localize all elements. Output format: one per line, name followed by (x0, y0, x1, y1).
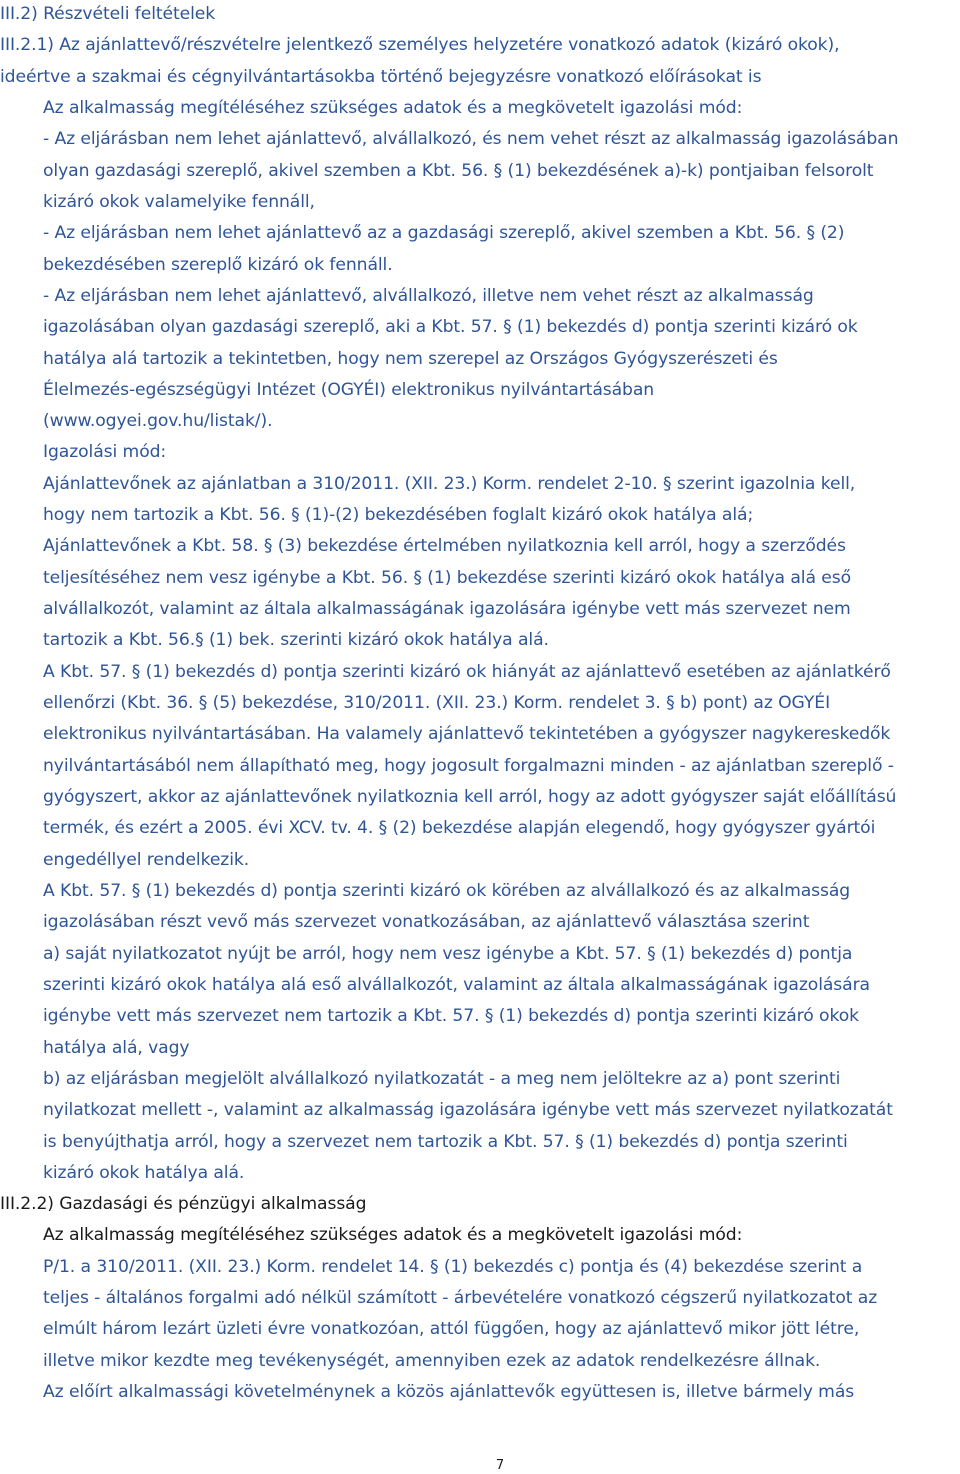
text-line: alvállalkozót, valamint az általa alkalmasságának igazolására igénybe vett más szervezet nem (43, 599, 851, 620)
text-line: tartozik a Kbt. 56.§ (1) bek. szerinti kizáró okok hatálya alá. (43, 630, 549, 651)
text-line: elmúlt három lezárt üzleti évre vonatkozóan, attól függően, hogy az ajánlattevő mikor jött létre, (43, 1319, 860, 1340)
text-line: nyilatkozat mellett -, valamint az alkalmasság igazolására igénybe vett más szervezet nyilatkozatát (43, 1100, 893, 1121)
text-line: kizáró okok hatálya alá. (43, 1162, 245, 1183)
text-line: Az alkalmasság megítéléséhez szükséges adatok és a megkövetelt igazolási mód: (43, 97, 743, 118)
text-line: III.2.2) Gazdasági és pénzügyi alkalmasság (0, 1194, 367, 1215)
text-line: hatálya alá, vagy (43, 1037, 190, 1058)
text-line: Az alkalmasság megítéléséhez szükséges adatok és a megkövetelt igazolási mód: (43, 1225, 743, 1246)
text-line: - Az eljárásban nem lehet ajánlattevő az a gazdasági szereplő, akivel szemben a Kbt. 56. § (2) (43, 223, 845, 244)
text-line: elektronikus nyilvántartásában. Ha valamely ajánlattevő tekintetében a gyógyszer nagykereskedők (43, 724, 891, 745)
text-line: Élelmezés-egészségügyi Intézet (OGYÉI) elektronikus nyilvántartásában (43, 379, 655, 400)
text-line: szerinti kizáró okok hatálya alá eső alvállalkozót, valamint az általa alkalmasságának igazolására (43, 974, 870, 995)
text-line: III.2.1) Az ajánlattevő/részvételre jelentkező személyes helyzetére vonatkozó adatok (kizáró okok), (0, 35, 840, 56)
text-line: igénybe vett más szervezet nem tartozik a Kbt. 57. § (1) bekezdés d) pontja szerinti kizáró okok (43, 1006, 859, 1027)
text-line: Ajánlattevőnek az ajánlatban a 310/2011. (XII. 23.) Korm. rendelet 2-10. § szerint igazolnia kell, (43, 473, 856, 494)
text-line: - Az eljárásban nem lehet ajánlattevő, alvállalkozó, és nem vehet részt az alkalmasság igazolásában (43, 129, 899, 150)
text-line: Igazolási mód: (43, 442, 167, 463)
text-line: - Az eljárásban nem lehet ajánlattevő, alvállalkozó, illetve nem vehet részt az alkalmasság (43, 285, 814, 306)
text-line: III.2) Részvételi feltételek (0, 4, 216, 24)
text-line: engedéllyel rendelkezik. (43, 849, 250, 870)
text-line: is benyújthatja arról, hogy a szervezet nem tartozik a Kbt. 57. § (1) bekezdés d) pontja szerinti (43, 1131, 848, 1152)
text-line: igazolásában olyan gazdasági szereplő, aki a Kbt. 57. § (1) bekezdés d) pontja szerinti kizáró ok (43, 317, 858, 338)
text-line: hogy nem tartozik a Kbt. 56. § (1)-(2) bekezdésében foglalt kizáró okok hatálya alá; (43, 505, 754, 526)
text-line: ideértve a szakmai és cégnyilvántartásokba történő bejegyzésre vonatkozó előírásokat is (0, 66, 762, 87)
text-line: igazolásában részt vevő más szervezet vonatkozásában, az ajánlattevő választása szerint (43, 912, 810, 933)
text-line: (www.ogyei.gov.hu/listak/). (43, 411, 273, 432)
text-line: ellenőrzi (Kbt. 36. § (5) bekezdése, 310/2011. (XII. 23.) Korm. rendelet 3. § b) pont) az OGYÉI (43, 693, 831, 714)
text-line: b) az eljárásban megjelölt alvállalkozó nyilatkozatát - a meg nem jelöltekre az a) pont szerinti (43, 1068, 841, 1089)
text-line: Ajánlattevőnek a Kbt. 58. § (3) bekezdése értelmében nyilatkoznia kell arról, hogy a szerződés (43, 536, 846, 557)
text-line: illetve mikor kezdte meg tevékenységét, amennyiben ezek az adatok rendelkezésre állnak. (43, 1350, 821, 1371)
page-number: 7 (495, 1458, 505, 1473)
text-line: kizáró okok valamelyike fennáll, (43, 191, 315, 212)
text-line: termék, és ezért a 2005. évi XCV. tv. 4. § (2) bekezdése alapján elegendő, hogy gyógyszer gyártói (43, 818, 876, 839)
text-line: A Kbt. 57. § (1) bekezdés d) pontja szerinti kizáró ok hiányát az ajánlattevő esetében az ajánlatkérő (43, 661, 891, 682)
text-line: Az előírt alkalmassági követelménynek a közös ajánlattevők együttesen is, illetve bármely más (43, 1382, 855, 1403)
text-line: teljesítéséhez nem vesz igénybe a Kbt. 56. § (1) bekezdése szerinti kizáró okok hatálya alá eső (43, 567, 851, 588)
text-line: gyógyszert, akkor az ajánlattevőnek nyilatkoznia kell arról, hogy az adott gyógyszer saját előállítású (43, 787, 897, 807)
text-line: nyilvántartásából nem állapítható meg, hogy jogosult forgalmazni minden - az ajánlatban szereplő - (43, 755, 894, 776)
text-line: teljes - általános forgalmi adó nélkül számított - árbevételére vonatkozó cégszerű nyilatkozatot az (43, 1288, 878, 1309)
text-line: A Kbt. 57. § (1) bekezdés d) pontja szerinti kizáró ok körében az alvállalkozó és az alkalmasság (43, 880, 851, 901)
text-line: olyan gazdasági szereplő, akivel szemben a Kbt. 56. § (1) bekezdésének a)-k) pontjaiban felsorolt (43, 160, 874, 181)
text-line: hatálya alá tartozik a tekintetben, hogy nem szerepel az Országos Gyógyszerészeti és (43, 348, 778, 369)
text-line: a) saját nyilatkozatot nyújt be arról, hogy nem vesz igénybe a Kbt. 57. § (1) bekezdés d) pontja (43, 943, 853, 964)
text-line: P/1. a 310/2011. (XII. 23.) Korm. rendelet 14. § (1) bekezdés c) pontja és (4) bekezdése szerint a (43, 1256, 863, 1277)
text-line: bekezdésében szereplő kizáró ok fennáll. (43, 254, 393, 275)
